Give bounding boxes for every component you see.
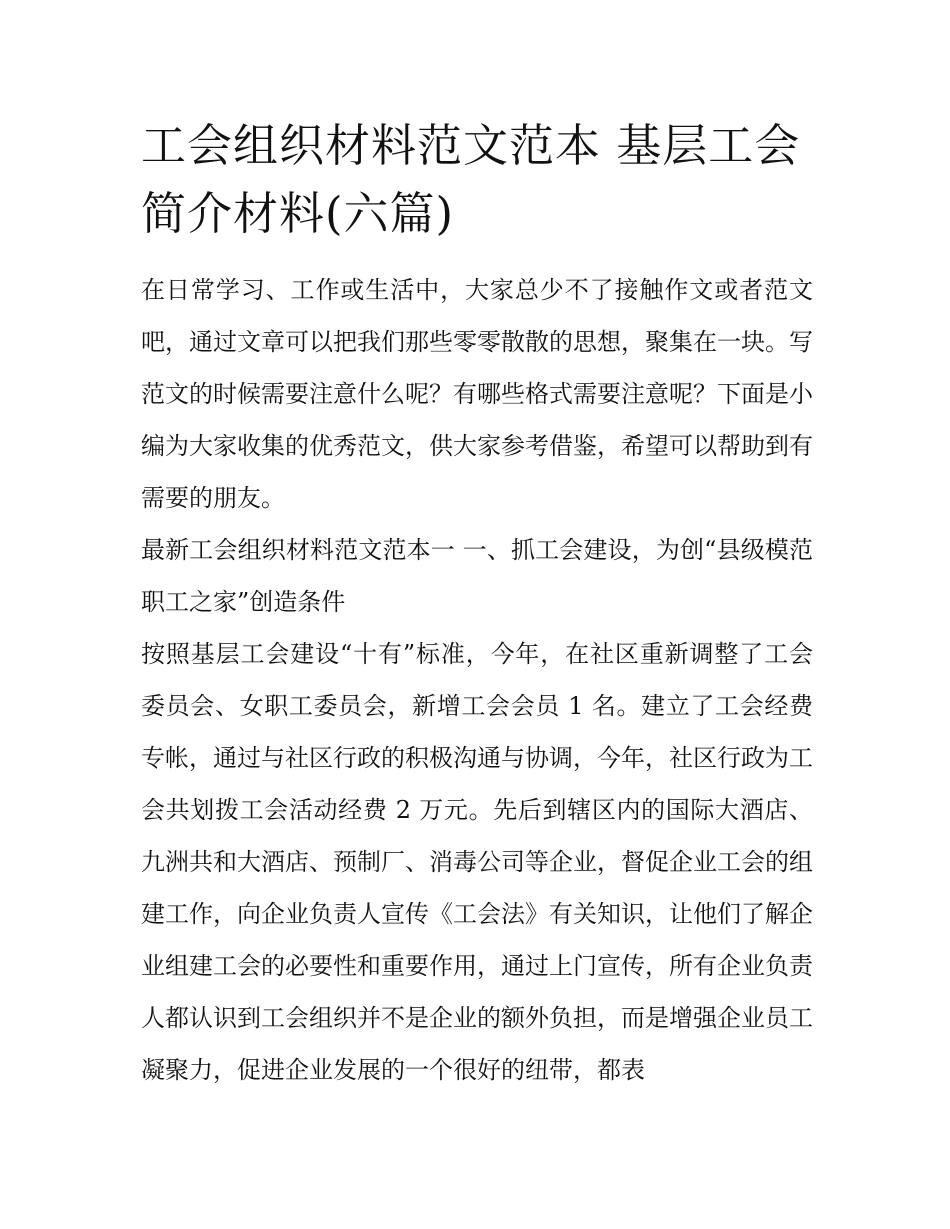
section-heading-paragraph: 最新工会组织材料范文范本一 一、抓工会建设，为创“县级模范职工之家”创造条件 [141,536,813,616]
body-paragraph: 按照基层工会建设“十有”标准，今年，在社区重新调整了工会委员会、女职工委员会，新增工会会员 1 名。建立了工会经费专帐，通过与社区行政的积极沟通与协调，今年，社区行政为工会共划拨工会活动经费 2 万元。先后到辖区内的国际大酒店、九洲共和大酒店、预制厂、消毒公司等企业，督促企业工会的组建工作，向企业负责人宣传《工会法》有关知识，让他们了解企业组建工会的必要性和重要作用，通过上门宣传，所有企业负责人都认识到工会组织并不是企业的额外负担，而是增强企业员工凝聚力，促进企业发展的一个很好的纽带，都表 [141,640,813,1084]
document-title: 工会组织材料范文范本 基层工会简介材料(六篇) [141,119,801,240]
document-body [141,264,813,1096]
document-page [141,112,813,1096]
intro-paragraph: 在日常学习、工作或生活中，大家总少不了接触作文或者范文吧，通过文章可以把我们那些零零散散的思想，聚集在一块。写范文的时候需要注意什么呢？有哪些格式需要注意呢？下面是小编为大家收集的优秀范文，供大家参考借鉴，希望可以帮助到有需要的朋友。 [141,276,813,512]
